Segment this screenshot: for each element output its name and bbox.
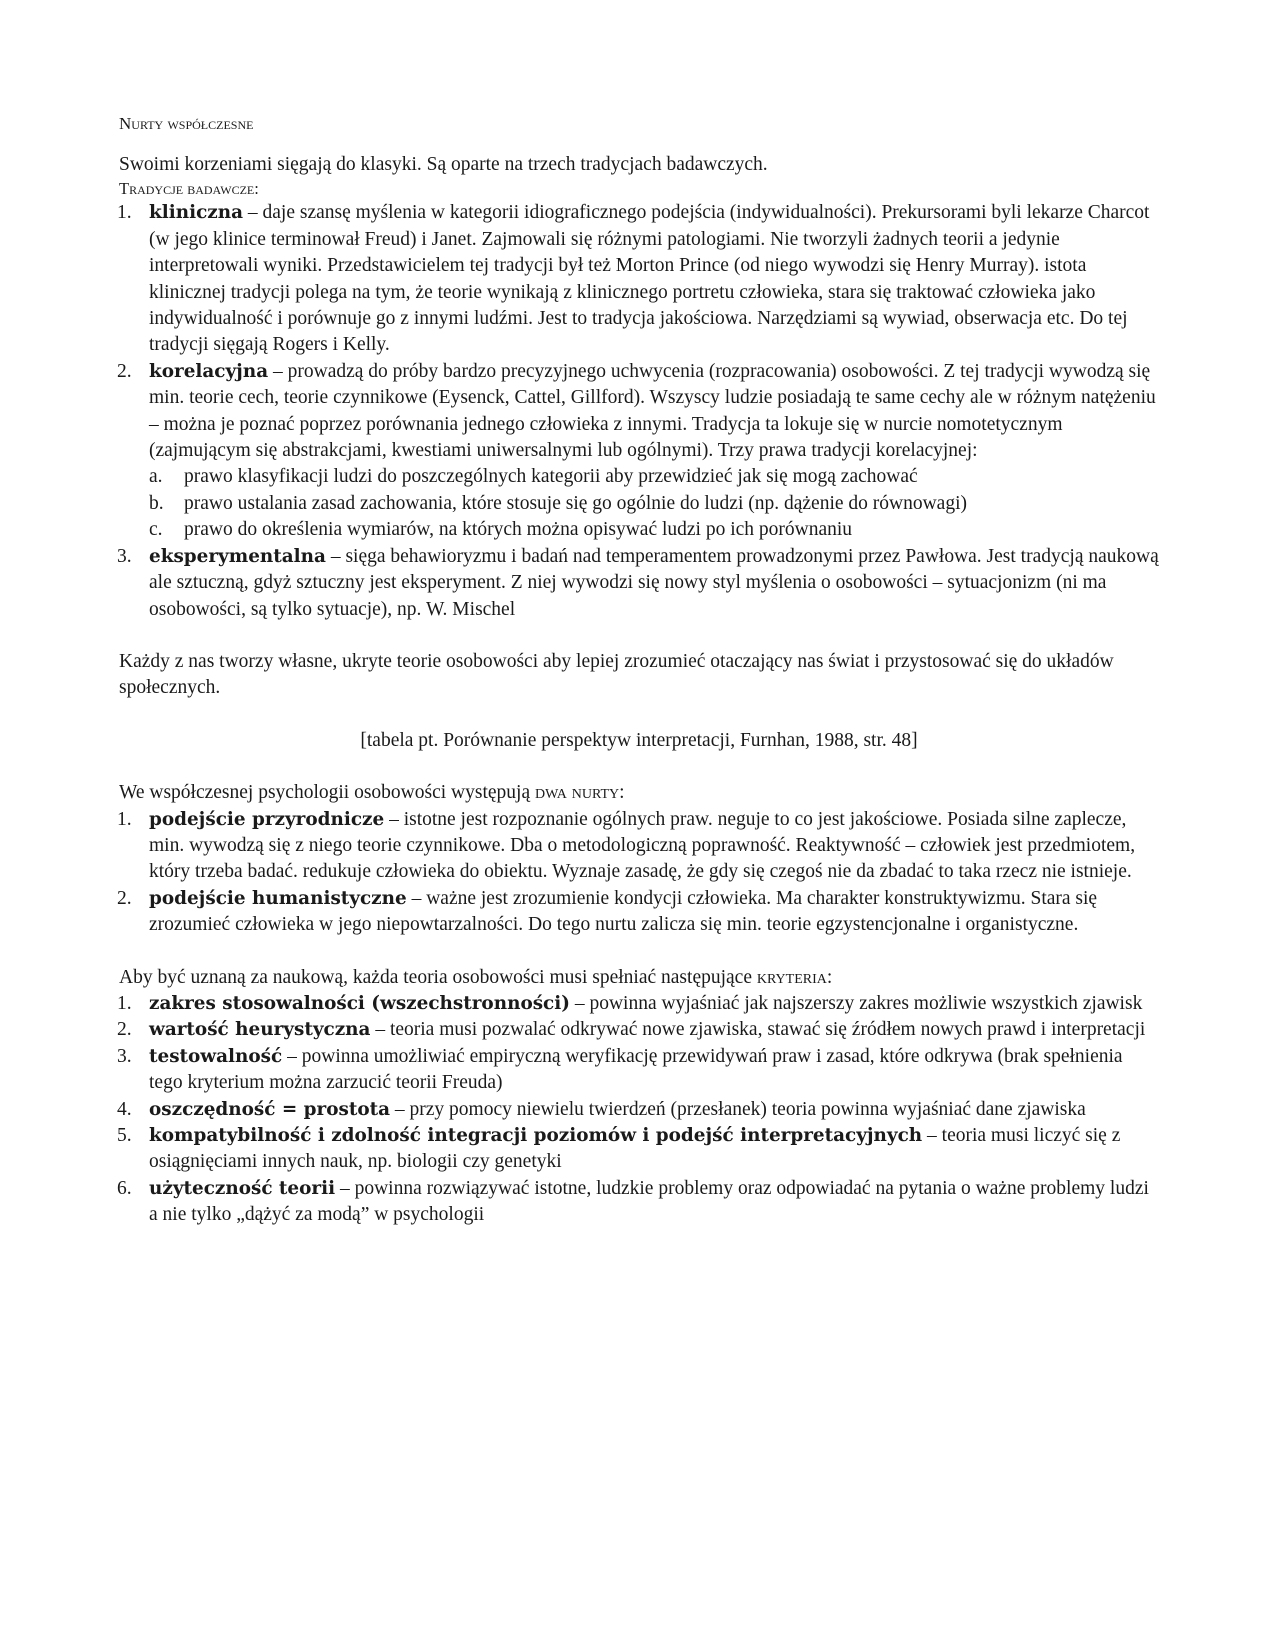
document-heading: Nurty współczesne <box>119 114 254 133</box>
current-natural-text: – istotne jest rozpoznanie ogólnych praw. neguje to co jest jakościowe. Posiada silne zaplecze, min. wywodzą się z niego teorie czynnikowe. Dba o metodologiczną poprawność. Reaktywność – człowiek jest przedmiotem, który trzeba badać. redukuje człowieka do obiektu. Wyznaje zasadę, że gdy się czegoś nie da zbadać to taka rzecz nie istnieje. <box>149 808 1136 883</box>
list-marker: a. <box>149 466 163 488</box>
list-item-law-a <box>149 464 1159 490</box>
list-marker: 2. <box>117 360 132 382</box>
list-item-criterion-5 <box>119 1123 1159 1176</box>
list-item-criterion-3 <box>119 1044 1159 1097</box>
intro-paragraph: Swoimi korzeniami sięgają do klasyki. Są oparte na trzech tradycjach badawczych. <box>119 154 768 175</box>
criterion-term: użyteczność teorii <box>149 1177 336 1199</box>
law-b-text: prawo ustalania zasad zachowania, które stosuje się go ogólnie do ludzi (np. dążenie do równowagi) <box>184 492 967 514</box>
list-marker: 1. <box>117 992 132 1014</box>
criteria-intro-colon: : <box>826 966 833 988</box>
tradition-experimental-text: – sięga behawioryzmu i badań nad temperamentem prowadzonymi przez Pawłowa. Jest tradycją naukową ale sztuczną, gdyż sztuczny jest eksperyment. Z niej wywodzi się nowy styl myślenia o osobowości – sytuacjonizm (ni ma osobowości, są tylko sytuacje), np. W. Mischel <box>149 545 1159 620</box>
law-a-text: prawo klasyfikacji ludzi do poszczególnych kategorii aby przewidzieć jak się mogą zachować <box>184 466 918 488</box>
term-clinical: kliniczna <box>149 202 244 224</box>
criteria-intro <box>119 965 1159 991</box>
criteria-intro-text: Aby być uznaną za naukową, każda teoria osobowości musi spełniać następujące <box>119 966 757 988</box>
law-c-text: prawo do określenia wymiarów, na których można opisywać ludzi po ich porównaniu <box>184 519 853 541</box>
list-marker: 1. <box>117 808 132 830</box>
list-item-tradition-correlational <box>119 359 1159 544</box>
criterion-term: testowalność <box>149 1045 283 1067</box>
criterion-term: oszczędność = prostota <box>149 1098 391 1120</box>
term-experimental: eksperymentalna <box>149 545 326 567</box>
list-item-criterion-2 <box>119 1017 1159 1043</box>
criterion-text: – teoria musi liczyć się z osiągnięciami innych nauk, np. biologii czy genetyki <box>149 1125 1121 1173</box>
list-marker: 6. <box>117 1177 132 1199</box>
criterion-term: kompatybilność i zdolność integracji poziomów i podejść interpretacyjnych <box>149 1125 923 1146</box>
list-marker: 4. <box>117 1098 132 1120</box>
list-marker: 2. <box>117 1019 132 1041</box>
list-marker: 2. <box>117 887 132 909</box>
term-correlational: korelacyjna <box>149 360 269 382</box>
criteria-list <box>119 991 1159 1229</box>
criterion-text: – przy pomocy niewielu twierdzeń (przesłanek) teoria powinna wyjaśniać dane zjawiska <box>390 1098 1086 1120</box>
list-item-tradition-clinical <box>119 200 1159 358</box>
list-marker: 1. <box>117 202 132 224</box>
traditions-heading: Tradycje badawcze: <box>119 179 259 199</box>
criterion-term: zakres stosowalności (wszechstronności) <box>149 992 570 1014</box>
currents-list <box>119 807 1159 939</box>
list-marker: 5. <box>117 1125 132 1146</box>
currents-intro <box>119 780 1159 806</box>
list-marker: 3. <box>117 1045 132 1067</box>
implicit-theories-paragraph: Każdy z nas tworzy własne, ukryte teorie osobowości aby lepiej zrozumieć otaczający nas świat i przystosować się do układów społecznych. <box>119 650 1114 699</box>
criterion-text: – powinna wyjaśniać jak najszerszy zakres możliwie wszystkich zjawisk <box>569 992 1143 1014</box>
list-marker: 3. <box>117 545 132 567</box>
list-item-criterion-4 <box>119 1097 1159 1123</box>
tradition-clinical-text: – daje szansę myślenia w kategorii idiograficznego podejścia (indywidualności). Prekursorami byli lekarze Charcot (w jego klinice terminował Freud) i Janet. Zajmowali się różnymi patologiami. Nie tworzyli żadnych teorii a jedynie interpretowali wyniki. Przedstawicielem tej tradycji był też Morton Prince (od niego wywodzi się Henry Murray). istota klinicznej tradycji polega na tym, że teorie wynikają z klinicznego portretu człowieka, stara się traktować człowieka jako indywidualność i porównuje go z innymi ludźmi. Jest to tradycja jakościowa. Narzędziami są wywiad, obserwacja etc. Do tej tradycji sięgają Rogers i Kelly. <box>149 202 1150 356</box>
term-humanistic-approach: podejście humanistyczne <box>149 887 407 909</box>
currents-intro-smallcaps: dwa nurty <box>534 782 620 804</box>
list-item-law-b <box>149 491 1159 517</box>
correlational-laws-list <box>149 464 1159 543</box>
list-item-criterion-6 <box>119 1176 1159 1229</box>
list-marker: b. <box>149 492 164 514</box>
tradition-correlational-text: – prowadzą do próby bardzo precyzyjnego uchwycenia (rozpracowania) osobowości. Z tej tradycji wywodzą się min. teorie cech, teorie czynnikowe (Eysenck, Cattel, Gillford). Wszyscy ludzie posiadają te same cechy ale w różnym natężeniu – można je poznać poprzez porównania jednego człowieka z innymi. Tradycja ta lokuje się w nurcie nomotetycznym (zajmującym się abstrakcjami, kwestiami uniwersalnymi lub ogólnymi). Trzy prawa tradycji korelacyjnej: <box>149 360 1156 462</box>
list-item-law-c <box>149 517 1159 543</box>
document-page <box>119 112 1159 1229</box>
traditions-list <box>119 200 1159 623</box>
list-item-criterion-1 <box>119 991 1159 1017</box>
criteria-intro-smallcaps: kryteria <box>756 966 827 988</box>
criterion-text: – teoria musi pozwalać odkrywać nowe zjawiska, stawać się źródłem nowych prawd i interpretacji <box>370 1019 1146 1041</box>
table-note: [tabela pt. Porównanie perspektyw interpretacji, Furnhan, 1988, str. 48] <box>360 729 918 751</box>
current-humanistic-text: – ważne jest zrozumienie kondycji człowieka. Ma charakter konstruktywizmu. Stara się zrozumieć człowieka w jego niepowtarzalności. Do tego nurtu zalicza się min. teorie egzystencjonalne i organistyczne. <box>149 887 1098 936</box>
list-marker: c. <box>149 519 163 541</box>
criterion-term: wartość heurystyczna <box>149 1019 371 1041</box>
criterion-text: – powinna rozwiązywać istotne, ludzkie problemy oraz odpowiadać na pytania o ważne problemy ludzi a nie tylko „dążyć za modą” w psychologii <box>149 1177 1149 1226</box>
currents-intro-text: We współczesnej psychologii osobowości występują <box>119 782 535 804</box>
criterion-text: – powinna umożliwiać empiryczną weryfikację przewidywań praw i zasad, które odkrywa (brak spełnienia tego kryterium można zarzucić teorii Freuda) <box>149 1045 1123 1094</box>
currents-intro-colon: : <box>619 782 625 804</box>
list-item-current-natural <box>119 807 1159 886</box>
list-item-tradition-experimental <box>119 544 1159 623</box>
list-item-current-humanistic <box>119 886 1159 939</box>
term-natural-approach: podejście przyrodnicze <box>149 808 385 830</box>
